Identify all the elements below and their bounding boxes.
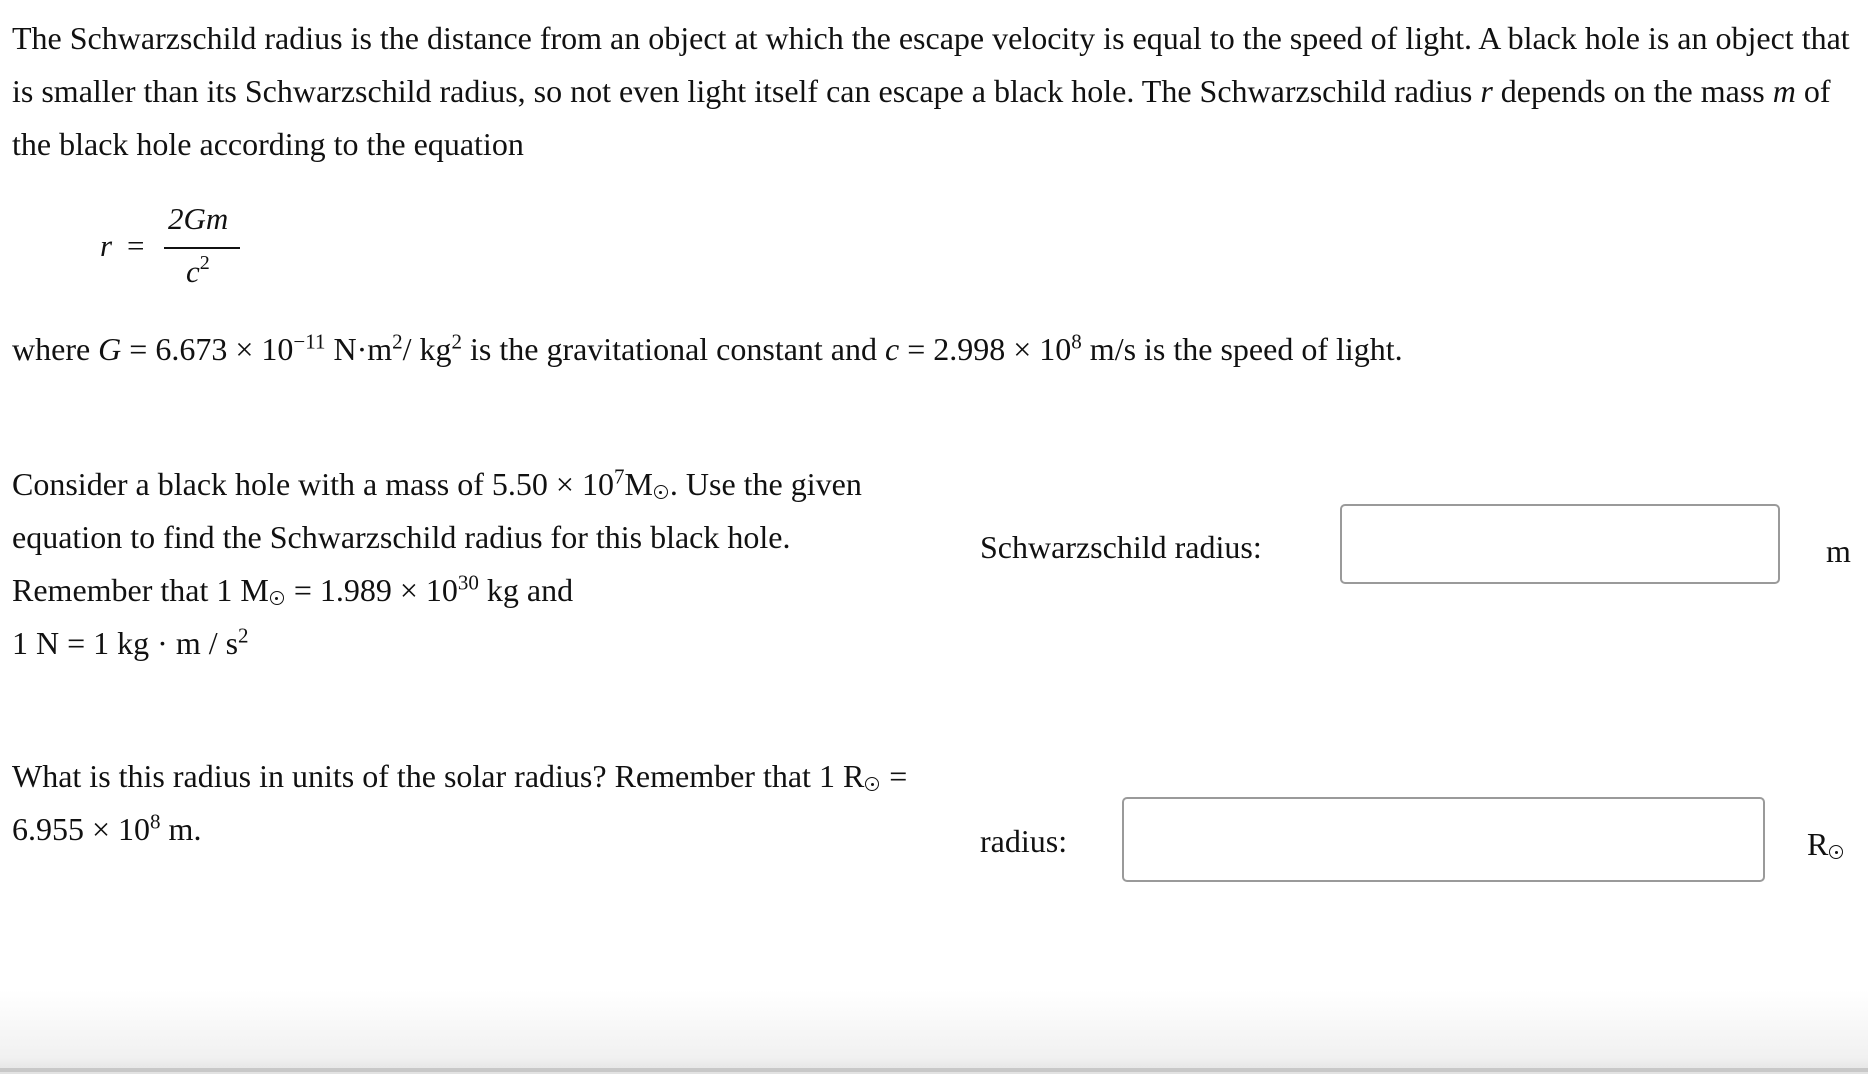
sun-symbol-icon (654, 485, 668, 499)
equation-denominator (186, 251, 210, 290)
constants-text: = 6.673 × 10 (121, 331, 294, 367)
solar-radius-input[interactable] (1122, 797, 1765, 882)
exponent: 2 (451, 329, 462, 354)
exponent: 7 (613, 464, 625, 489)
schwarzschild-radius-unit: m (1826, 533, 1851, 569)
intro-paragraph (12, 12, 1857, 171)
exponent: 8 (150, 809, 161, 834)
constants-text: where (12, 331, 99, 367)
denominator-base: c (186, 254, 200, 289)
var-m: m (1772, 73, 1796, 109)
exponent: 30 (457, 570, 479, 595)
fraction-bar (164, 247, 240, 249)
var-G: G (98, 331, 122, 367)
denominator-exponent: 2 (199, 251, 210, 274)
question-text: 1 N = 1 kg · m / s (12, 625, 239, 661)
exponent: 2 (238, 623, 249, 648)
sun-symbol-icon (1829, 845, 1843, 859)
sun-symbol-icon (270, 591, 284, 605)
intro-text-1: The Schwarzschild radius is the distance from an object at which the escape velocity is equal to the speed of light. A black hole is an object that is smaller than its Schwarzschild radius, so not even light itself can escape a black hole. The Schwarzschild radius (12, 20, 1850, 109)
question-2-text (12, 750, 912, 856)
sun-symbol-icon (865, 777, 879, 791)
constants-text: = 2.998 × 10 (899, 331, 1072, 367)
solar-radius-unit (1807, 826, 1845, 863)
question-text: = 6.955 × 10 (12, 758, 908, 847)
equation-lhs: r (100, 228, 113, 263)
var-c: c (885, 331, 900, 367)
solar-radius-unit-letter: R (1807, 826, 1829, 862)
intro-text-2: depends on the mass (1492, 73, 1773, 109)
question-text: m. (160, 811, 202, 847)
question-text: Consider a black hole with a mass of 5.50 × 10 (12, 466, 614, 502)
question-text: M (624, 466, 653, 502)
equation-numerator: 2Gm (168, 201, 229, 236)
constants-text: N·m (325, 331, 393, 367)
schwarzschild-radius-label: Schwarzschild radius: (980, 529, 1262, 565)
question-1-text (12, 458, 912, 670)
intro-text-3: of the black hole according to the equation (12, 73, 1831, 162)
constants-text: m/s is the speed of light. (1081, 331, 1403, 367)
solar-radius-label: radius: (980, 823, 1068, 859)
exponent: −11 (293, 329, 326, 354)
question-text: What is this radius in units of the solar radius? Remember that 1 R (12, 758, 865, 794)
question-text: kg and (478, 572, 574, 608)
var-r: r (1480, 73, 1493, 109)
question-text: . Use the given equation to find the Schwarzschild radius for this black hole. Remember that 1 M (12, 466, 862, 608)
question-text: = 1.989 × 10 (285, 572, 458, 608)
exponent: 8 (1071, 329, 1082, 354)
equation-equals: = (127, 228, 145, 263)
constants-line (12, 327, 1403, 372)
exponent: 2 (392, 329, 403, 354)
bottom-divider (0, 1068, 1868, 1072)
constants-text: is the gravitational constant and (462, 331, 885, 367)
constants-text: / kg (402, 331, 452, 367)
bottom-shade (0, 990, 1868, 1074)
schwarzschild-radius-input[interactable] (1340, 504, 1780, 584)
